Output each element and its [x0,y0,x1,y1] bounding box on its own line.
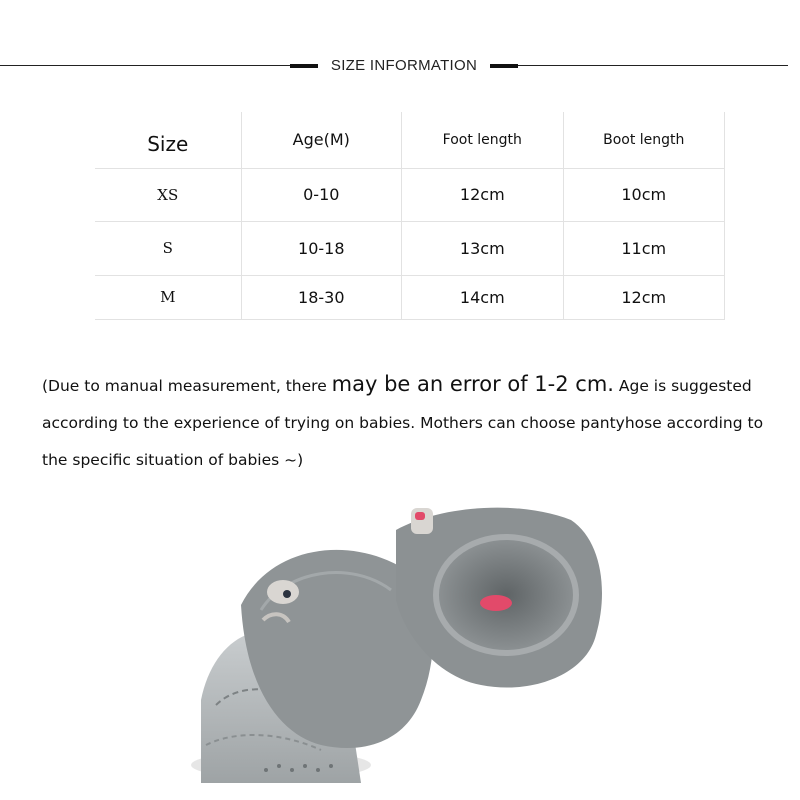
age-cell: 18-30 [241,275,402,319]
foot-length-cell: 13cm [402,221,563,275]
header-line-left [0,65,290,66]
note-text-start: (Due to manual measurement, there [42,376,332,395]
measurement-note [42,366,790,479]
column-header-boot-length: Boot length [563,112,724,168]
header-bar-right [490,64,518,68]
section-title: SIZE INFORMATION [330,57,478,74]
size-cell: XS [95,168,241,221]
age-cell: 0-10 [241,168,402,221]
header-line-right [518,65,788,66]
column-header-age: Age(M) [241,112,402,168]
header-bar-left [290,64,318,68]
table-row [95,275,725,319]
size-cell: S [95,221,241,275]
size-cell: M [95,275,241,319]
column-header-size: Size [147,131,189,156]
table-row [95,168,725,221]
note-emphasis: may be an error of 1-2 cm. [331,371,614,396]
boot-length-cell: 11cm [563,221,724,275]
table-row [95,221,725,275]
baby-sock-shoe-illustration [191,500,611,783]
table-header-row [95,112,725,168]
boot-length-cell: 12cm [563,275,724,319]
age-cell: 10-18 [241,221,402,275]
size-chart-table [95,112,725,320]
product-photo [191,500,611,783]
note-text-end: Age is suggested according to the experience of trying on babies. Mothers can choose pantyhose according to the specific situation of babies ~) [42,376,764,469]
foot-length-cell: 12cm [402,168,563,221]
foot-length-cell: 14cm [402,275,563,319]
boot-length-cell: 10cm [563,168,724,221]
column-header-foot-length: Foot length [402,112,563,168]
